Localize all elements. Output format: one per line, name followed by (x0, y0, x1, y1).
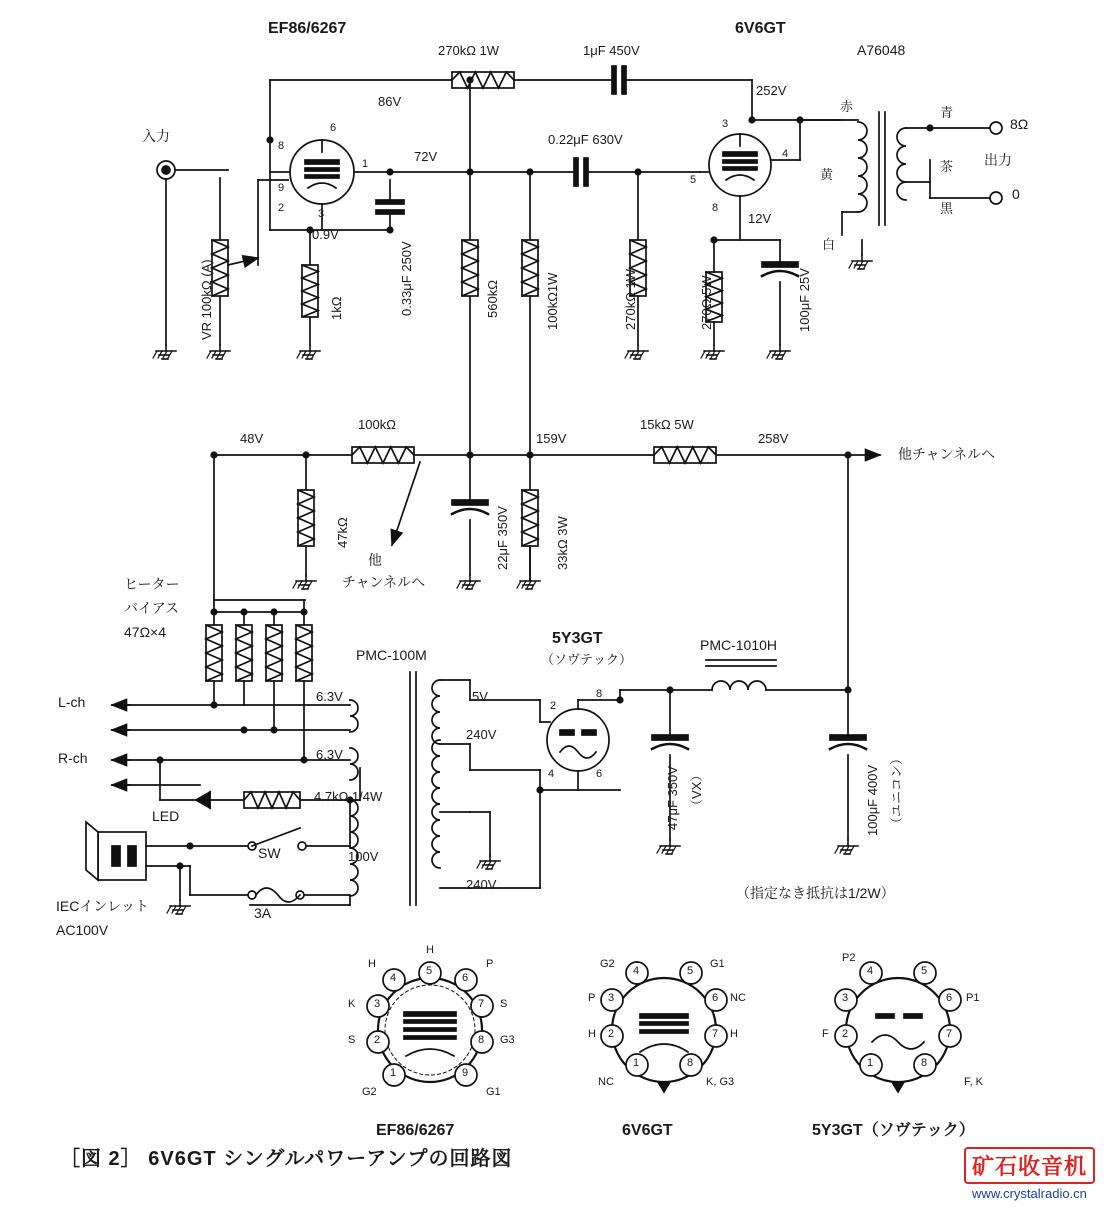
input-label: 入力 (142, 128, 170, 144)
v2-pin-3: 3 (722, 118, 729, 130)
basing-6v6-pin-4-num: 4 (633, 965, 640, 977)
rectifier-sublabel: （ソヴテック） (541, 652, 633, 667)
cap-033uf-label: 0.33μF 250V (399, 241, 414, 316)
resistor-47k-led-label: 4.7kΩ 1/4W (314, 789, 383, 804)
basing-6v6-pin-6-num: 6 (712, 992, 719, 1004)
voltage-5v: 5V (472, 689, 488, 704)
basing-5y3-pin-8-num: 8 (921, 1057, 928, 1069)
wire-color-yellow: 黄 (820, 167, 834, 182)
basing-5y3-pin-3-num: 3 (842, 992, 849, 1004)
basing-ef86-pin-2-num: 2 (374, 1034, 381, 1046)
resistor-33k-3w-label: 33kΩ 3W (555, 516, 570, 570)
wire-color-white: 白 (822, 237, 836, 252)
basing-ef86-pin-5-num: 5 (426, 965, 433, 977)
voltage-48v: 48V (240, 431, 264, 446)
basing-6v6-label-nc2: NC (598, 1076, 614, 1088)
basing-caption-6v6: 6V6GT (622, 1122, 673, 1139)
voltage-252v: 252V (756, 83, 787, 98)
basing-ef86-label-s2: S (348, 1034, 356, 1046)
wire-color-red: 赤 (840, 99, 854, 114)
basing-ef86-label-g1: G1 (486, 1086, 501, 1098)
basing-ef86-label-h1: H (368, 958, 376, 970)
basing-6v6-label-h2: H (730, 1028, 738, 1040)
voltage-63v-b: 6.3V (316, 747, 343, 762)
v1-pin-6: 6 (330, 122, 337, 134)
power-transformer-label: PMC-100M (356, 647, 427, 663)
basing-ef86-pin-3-num: 3 (374, 998, 381, 1010)
cap-47uf-label: 47μF 350V (665, 766, 680, 830)
basing-6v6-pin-5-num: 5 (687, 965, 694, 977)
led-label: LED (152, 808, 180, 824)
switch-label: SW (258, 845, 281, 861)
basing-6v6-pin-7-num: 7 (712, 1028, 719, 1040)
basing-6v6-label-p: P (588, 992, 596, 1004)
heater-bias-label-2: バイアス (124, 600, 180, 616)
basing-5y3-pin-2-num: 2 (842, 1028, 849, 1040)
watermark-title: 矿石收音机 (971, 1154, 1087, 1179)
watermark (964, 1147, 1095, 1201)
basing-5y3-pin-1-num: 1 (867, 1057, 874, 1069)
resistor-270k-1w-label: 270kΩ 1W (438, 43, 500, 58)
basing-caption-5y3: 5Y3GT（ソヴテック） (812, 1122, 975, 1139)
basing-6v6-label-g1: G1 (710, 958, 725, 970)
basing-ef86-label-k: K (348, 998, 356, 1010)
iec-inlet-label-2: AC100V (56, 922, 109, 938)
basing-ef86-label-g2: G2 (362, 1086, 377, 1098)
v1-pin-9: 9 (278, 182, 285, 194)
voltage-72v: 72V (414, 149, 438, 164)
basing-5y3-pin-5-num: 5 (921, 965, 928, 977)
heater-bias-label-3: 47Ω×4 (124, 624, 166, 640)
basing-6v6-pin-8-num: 8 (687, 1057, 694, 1069)
v1-pin-1: 1 (362, 158, 369, 170)
cap-100uf-400v-label: 100μF 400V (865, 764, 880, 836)
rch-label: R-ch (58, 750, 88, 766)
rectifier-label: 5Y3GT (552, 630, 603, 647)
voltage-63v-a: 6.3V (316, 689, 343, 704)
fuse-label: 3A (254, 905, 272, 921)
basing-6v6-pin-2-num: 2 (608, 1028, 615, 1040)
resistor-270-5w-label: 270Ω 5W (699, 275, 714, 330)
basing-5y3-pin-4-num: 4 (867, 965, 874, 977)
basing-5y3-label-p1: P1 (966, 992, 980, 1004)
basing-6v6-pin-3-num: 3 (608, 992, 615, 1004)
cap-100uf-25v-label: 100μF 25V (797, 268, 812, 332)
basing-6v6-label-g2: G2 (600, 958, 615, 970)
basing-6v6-pin-1-num: 1 (633, 1057, 640, 1069)
basing-5y3-label-p2: P2 (842, 952, 856, 964)
basing-5y3-label-f: F (822, 1028, 829, 1040)
basing-ef86-pin-9-num: 9 (462, 1067, 469, 1079)
other-channel-label-2a: 他 (368, 552, 382, 568)
resistor-100k-1w-label: 100kΩ1W (545, 272, 560, 330)
watermark-url: www.crystalradio.cn (972, 1186, 1087, 1201)
voltage-258v: 258V (758, 431, 789, 446)
resistor-560k-label: 560kΩ (485, 280, 500, 318)
wire-color-black: 黒 (940, 201, 954, 216)
basing-6v6-label-h1: H (588, 1028, 596, 1040)
voltage-09v: 0.9V (312, 227, 339, 242)
resistor-1k-label: 1kΩ (329, 296, 344, 320)
cap-1uf-label: 1μF 450V (583, 43, 640, 58)
rect-pin-8: 8 (596, 688, 603, 700)
basing-caption-ef86: EF86/6267 (376, 1122, 455, 1139)
other-channel-label: 他チャンネルへ (898, 446, 996, 462)
cap-47uf-sublabel: （VX） (689, 768, 704, 812)
v1-pin-3: 3 (318, 208, 325, 220)
resistor-270k-1w-grid-label: 270kΩ 1W (623, 268, 638, 330)
voltage-159v: 159V (536, 431, 567, 446)
basing-ef86-label-s1: S (500, 998, 508, 1010)
basing-ef86-pin-8-num: 8 (478, 1034, 485, 1046)
v1-pin-2: 2 (278, 202, 285, 214)
v2-pin-5: 5 (690, 174, 697, 186)
basing-ef86-pin-4-num: 4 (390, 972, 397, 984)
tube-label-v2: 6V6GT (735, 20, 786, 37)
basing-ef86-label-p: P (486, 958, 494, 970)
vr-label: VR 100kΩ (A) (199, 259, 214, 340)
resistor-47k-label: 47kΩ (335, 517, 350, 548)
voltage-240v-b: 240V (466, 877, 497, 892)
basing-ef86-pin-1-num: 1 (390, 1067, 397, 1079)
voltage-240v-a: 240V (466, 727, 497, 742)
voltage-86v: 86V (378, 94, 402, 109)
impedance-0: 0 (1012, 186, 1020, 202)
rect-pin-6: 6 (596, 768, 603, 780)
basing-ef86-pin-7-num: 7 (478, 998, 485, 1010)
wire-color-brown: 茶 (940, 159, 954, 174)
tube-label-v1: EF86/6267 (268, 20, 347, 37)
other-channel-label-2b: チャンネルへ (342, 574, 426, 590)
basing-5y3-label-fk: F, K (964, 1076, 983, 1088)
lch-label: L-ch (58, 694, 86, 710)
voltage-12v: 12V (748, 211, 772, 226)
resistor-100k-label: 100kΩ (358, 417, 396, 432)
impedance-8ohm: 8Ω (1010, 116, 1029, 132)
v2-pin-8: 8 (712, 202, 719, 214)
basing-ef86-label-g3: G3 (500, 1034, 515, 1046)
basing-6v6-label-kg3: K, G3 (706, 1076, 735, 1088)
cap-22uf-label: 22μF 350V (495, 506, 510, 570)
v2-pin-4: 4 (782, 148, 789, 160)
heater-bias-label-1: ヒーター (124, 576, 180, 592)
iec-inlet-label-1: IECインレット (56, 898, 149, 914)
basing-ef86-label-h2: H (426, 944, 434, 956)
cap-022uf-label: 0.22μF 630V (548, 132, 623, 147)
basing-5y3-pin-6-num: 6 (946, 992, 953, 1004)
basing-6v6-label-nc1: NC (730, 992, 746, 1004)
basing-ef86-pin-6-num: 6 (462, 972, 469, 984)
output-transformer-label: A76048 (857, 42, 906, 58)
v1-pin-8: 8 (278, 140, 285, 152)
note-resistor-rating: （指定なき抵抗は1/2W） (736, 885, 895, 901)
basing-5y3-pin-7-num: 7 (946, 1028, 953, 1040)
rect-pin-4: 4 (548, 768, 555, 780)
resistor-15k-5w-label: 15kΩ 5W (640, 417, 694, 432)
voltage-100v: 100V (348, 849, 379, 864)
cap-100uf-400v-sublabel: （ユニコン） (889, 751, 904, 830)
output-label: 出力 (984, 152, 1012, 168)
choke-label: PMC-1010H (700, 637, 778, 653)
rect-pin-2: 2 (550, 700, 557, 712)
wire-color-blue: 青 (940, 105, 954, 120)
figure-caption: ［図 2］ 6V6GT シングルパワーアンプの回路図 (60, 1148, 513, 1170)
